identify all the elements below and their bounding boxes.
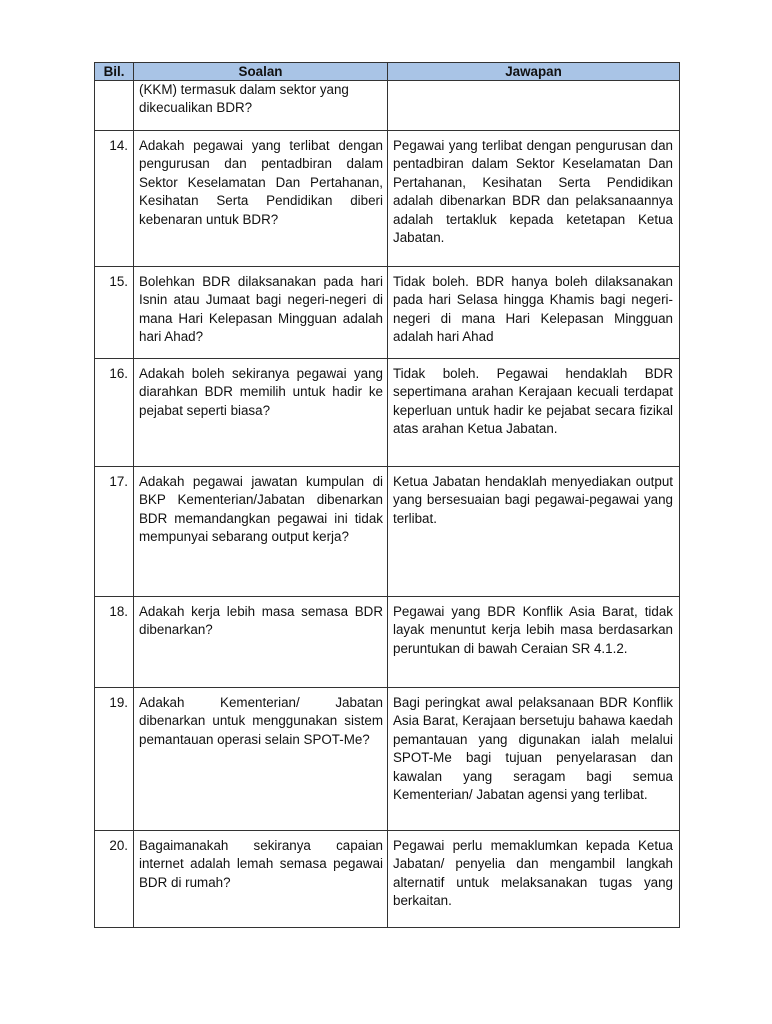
row-number: 15. — [95, 267, 134, 359]
answer-cell: Tidak boleh. BDR hanya boleh dilaksanakan pada hari Selasa hingga Khamis bagi negeri-negeri di mana Hari Kelepasan Mingguan adalah hari Ahad — [388, 267, 680, 359]
table-row — [95, 688, 680, 831]
row-number: 18. — [95, 597, 134, 688]
answer-cell: Tidak boleh. Pegawai hendaklah BDR sepertimana arahan Kerajaan kecuali terdapat keperluan untuk hadir ke pejabat secara fizikal atas arahan Ketua Jabatan. — [388, 359, 680, 467]
question-cell: Adakah kerja lebih masa semasa BDR dibenarkan? — [134, 597, 388, 688]
answer-cell — [388, 81, 680, 131]
header-jawapan: Jawapan — [388, 63, 680, 81]
table-row — [95, 81, 680, 131]
header-bil: Bil. — [95, 63, 134, 81]
question-cell: Adakah boleh sekiranya pegawai yang diarahkan BDR memilih untuk hadir ke pejabat seperti biasa? — [134, 359, 388, 467]
table-row — [95, 467, 680, 597]
question-cell: Adakah pegawai jawatan kumpulan di BKP Kementerian/Jabatan dibenarkan BDR memandangkan pegawai ini tidak mempunyai sebarang output kerja? — [134, 467, 388, 597]
row-number — [95, 81, 134, 131]
answer-cell: Bagi peringkat awal pelaksanaan BDR Konflik Asia Barat, Kerajaan bersetuju bahawa kaedah pemantauan yang digunakan ialah melalui SPOT-Me bagi tujuan penyelarasan dan kawalan yang seragam bagi semua Kementerian/ Jabatan agensi yang terlibat. — [388, 688, 680, 831]
header-soalan: Soalan — [134, 63, 388, 81]
table-row — [95, 131, 680, 267]
answer-cell: Pegawai perlu memaklumkan kepada Ketua Jabatan/ penyelia dan mengambil langkah alternatif untuk melaksanakan tugas yang berkaitan. — [388, 831, 680, 928]
header-row — [95, 63, 680, 81]
answer-cell: Ketua Jabatan hendaklah menyediakan output yang bersesuaian bagi pegawai-pegawai yang terlibat. — [388, 467, 680, 597]
row-number: 14. — [95, 131, 134, 267]
row-number: 20. — [95, 831, 134, 928]
answer-cell: Pegawai yang terlibat dengan pengurusan dan pentadbiran dalam Sektor Keselamatan Dan Pertahanan, Kesihatan Serta Pendidikan adalah dibenarkan BDR dan pelaksanaannya adalah tertakluk kepada ketetapan Ketua Jabatan. — [388, 131, 680, 267]
question-cell: Adakah Kementerian/ Jabatan dibenarkan untuk menggunakan sistem pemantauan operasi selain SPOT-Me? — [134, 688, 388, 831]
faq-table — [94, 62, 680, 928]
question-cell: Bagaimanakah sekiranya capaian internet adalah lemah semasa pegawai BDR di rumah? — [134, 831, 388, 928]
table-row — [95, 831, 680, 928]
question-cell: Bolehkan BDR dilaksanakan pada hari Isnin atau Jumaat bagi negeri-negeri di mana Hari Kelepasan Mingguan adalah hari Ahad? — [134, 267, 388, 359]
answer-cell: Pegawai yang BDR Konflik Asia Barat, tidak layak menuntut kerja lebih masa berdasarkan peruntukan di bawah Ceraian SR 4.1.2. — [388, 597, 680, 688]
row-number: 19. — [95, 688, 134, 831]
table-row — [95, 597, 680, 688]
table-row — [95, 359, 680, 467]
row-number: 17. — [95, 467, 134, 597]
question-cell: Adakah pegawai yang terlibat dengan pengurusan dan pentadbiran dalam Sektor Keselamatan Dan Pertahanan, Kesihatan Serta Pendidikan diberi kebenaran untuk BDR? — [134, 131, 388, 267]
table-row — [95, 267, 680, 359]
question-cell: (KKM) termasuk dalam sektor yang dikecualikan BDR? — [134, 81, 388, 131]
row-number: 16. — [95, 359, 134, 467]
